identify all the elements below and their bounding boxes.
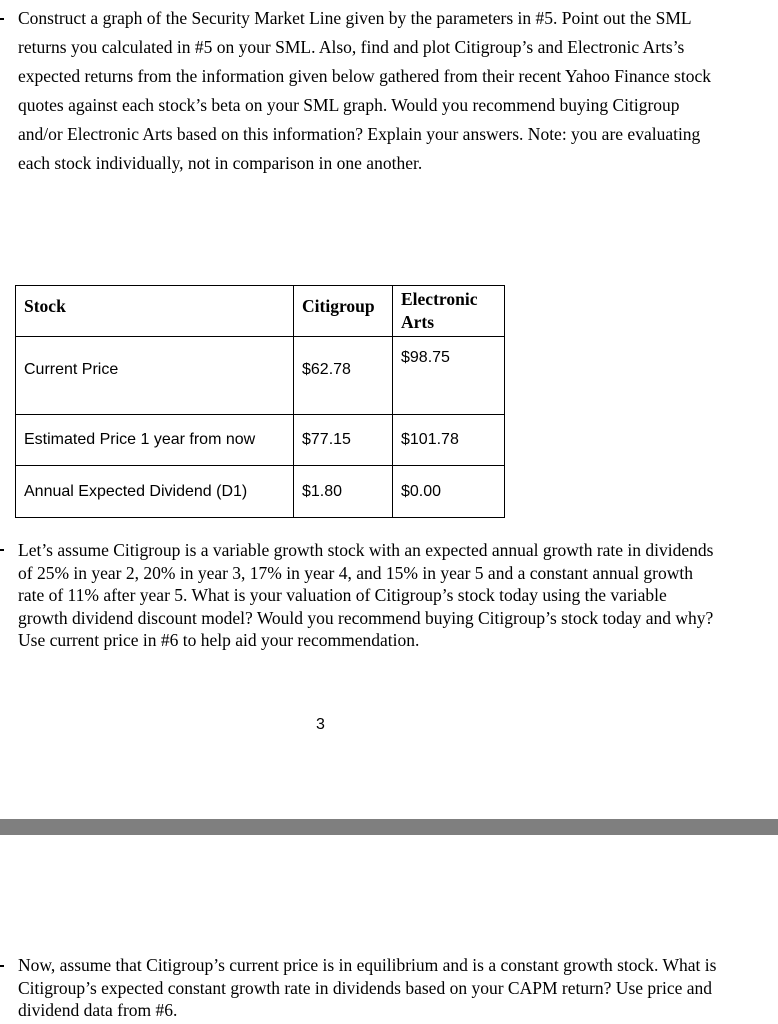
citigroup-value: $77.15 xyxy=(294,415,393,466)
electronic-arts-value: $0.00 xyxy=(393,466,505,518)
list-bullet xyxy=(0,18,4,20)
question-sml-text: Construct a graph of the Security Market Line given by the parameters in #5. Point out the SML returns you calculated in #5 on your SML. Also, find and plot Citigroup’s and Electronic Arts’s expected returns from the information given below gathered from their recent Yahoo Finance stock quotes against each stock’s beta on your SML graph. Would you recommend buying Citigroup and/or Electronic Arts based on this information? Explain your answers. Note: you are evaluating each stock individually, not in comparison in one another. xyxy=(18,8,711,173)
question-variable-growth-text: Let’s assume Citigroup is a variable growth stock with an expected annual growth rate in dividends of 25% in year 2, 20% in year 3, 17% in year 4, and 15% in year 5 and a constant annual growth rate of 11% after year 5. What is your valuation of Citigroup’s stock today using the variable growth dividend discount model? Would you recommend buying Citigroup’s stock today and why? Use current price in #6 to help aid your recommendation. xyxy=(18,540,714,650)
electronic-arts-value: $98.75 xyxy=(393,337,505,415)
citigroup-value: $1.80 xyxy=(294,466,393,518)
page-number: 3 xyxy=(316,716,325,733)
page-break-divider xyxy=(0,819,778,835)
row-label: Annual Expected Dividend (D1) xyxy=(16,466,294,518)
table-row xyxy=(16,415,505,466)
question-constant-growth-text: Now, assume that Citigroup’s current price is in equilibrium and is a constant growth stock. What is Citigroup’s expected constant growth rate in dividends based on your CAPM return? Use price and dividend data from #6. xyxy=(18,955,717,1020)
row-label: Estimated Price 1 year from now xyxy=(16,415,294,466)
list-bullet xyxy=(0,549,4,551)
header-citigroup: Citigroup xyxy=(294,286,393,337)
list-bullet xyxy=(0,965,4,967)
row-label: Current Price xyxy=(16,337,294,415)
header-stock: Stock xyxy=(16,286,294,337)
citigroup-value: $62.78 xyxy=(294,337,393,415)
electronic-arts-value: $101.78 xyxy=(393,415,505,466)
stock-data-table xyxy=(15,285,505,518)
header-electronic-arts: Electronic Arts xyxy=(393,286,505,337)
table-row xyxy=(16,337,505,415)
table-header-row xyxy=(16,286,505,337)
table-row xyxy=(16,466,505,518)
